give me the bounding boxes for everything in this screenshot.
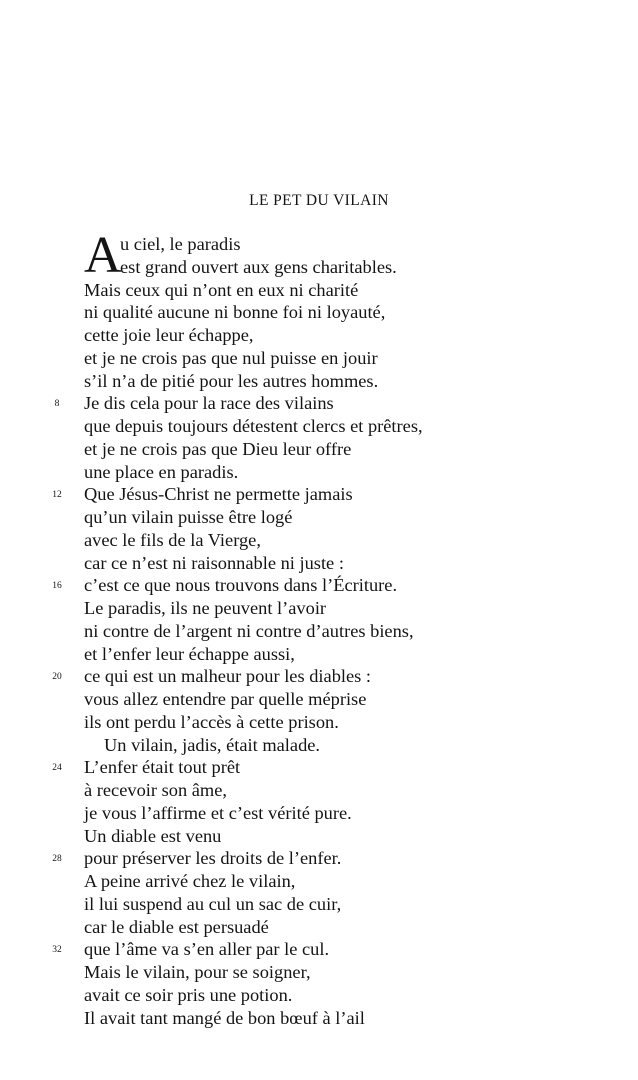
line-number: 28 xyxy=(52,854,62,865)
verse-text: car ce n’est ni raisonnable ni juste : xyxy=(84,552,344,573)
verse-line xyxy=(84,324,604,347)
verse-line xyxy=(84,256,604,279)
verse-text: Mais ceux qui n’ont en eux ni charité xyxy=(84,279,359,300)
verse-text: et je ne crois pas que Dieu leur offre xyxy=(84,438,352,459)
verse-text: c’est ce que nous trouvons dans l’Écriture. xyxy=(84,575,398,596)
verse-text: Je dis cela pour la race des vilains xyxy=(84,393,334,414)
verse-line xyxy=(84,893,604,916)
verse-line xyxy=(84,597,604,620)
verse-text: avait ce soir pris une potion. xyxy=(84,984,293,1005)
verse-text: ce qui est un malheur pour les diables : xyxy=(84,666,372,687)
verse-text: ni contre de l’argent ni contre d’autres biens, xyxy=(84,620,414,641)
verse-text: Un vilain, jadis, était malade. xyxy=(104,734,321,755)
drop-cap: A xyxy=(84,227,122,284)
verse-line xyxy=(84,916,604,939)
verse-text: Il avait tant mangé de bon bœuf à l’ail xyxy=(84,1007,365,1028)
verse-line xyxy=(84,347,604,370)
verse-text: u ciel, le paradis xyxy=(120,234,241,254)
verse-text: il lui suspend au cul un sac de cuir, xyxy=(84,893,342,914)
poem-title: LE PET DU VILAIN xyxy=(249,192,389,209)
verse-text: qu’un vilain puisse être logé xyxy=(84,507,293,527)
verse-line xyxy=(52,574,604,597)
verse-text: avec le fils de la Vierge, xyxy=(84,529,261,550)
verse-line xyxy=(84,779,604,802)
verse-line xyxy=(84,688,604,711)
verse-line xyxy=(52,483,604,506)
verse-line xyxy=(84,734,604,757)
verse-line xyxy=(84,279,604,302)
verse-line xyxy=(52,756,604,779)
line-number: 12 xyxy=(52,490,62,501)
verse-text: que depuis toujours détestent clercs et prêtres, xyxy=(84,416,423,436)
verse-line xyxy=(84,506,604,529)
verse-line xyxy=(84,620,604,643)
verse-line xyxy=(52,847,604,870)
verse-text: Que Jésus-Christ ne permette jamais xyxy=(84,484,353,505)
verse-line xyxy=(84,802,604,825)
verse-line xyxy=(84,1007,604,1030)
verse-text: ni qualité aucune ni bonne foi ni loyauté, xyxy=(84,302,386,323)
verse-line xyxy=(84,711,604,734)
verse-line xyxy=(84,825,604,848)
verse-text: à recevoir son âme, xyxy=(84,780,227,800)
line-number: 8 xyxy=(54,399,60,410)
verse-text: Un diable est venu xyxy=(84,825,222,846)
verse-line xyxy=(84,415,604,438)
verse-text: pour préserver les droits de l’enfer. xyxy=(84,848,342,869)
verse-line xyxy=(84,552,604,575)
verse-text: et je ne crois pas que nul puisse en jouir xyxy=(84,347,378,368)
verse-line xyxy=(84,461,604,484)
verse-line xyxy=(54,392,604,415)
verse-line xyxy=(84,643,604,666)
verse-line xyxy=(52,665,604,688)
poem-verses xyxy=(52,227,604,1029)
verse-text: L’enfer était tout prêt xyxy=(84,757,241,778)
line-number: 16 xyxy=(52,581,62,592)
verse-text: A peine arrivé chez le vilain, xyxy=(84,871,296,891)
verse-text: une place en paradis. xyxy=(84,461,239,482)
verse-text: Mais le vilain, pour se soigner, xyxy=(84,962,311,982)
verse-line xyxy=(84,529,604,552)
verse-text: Le paradis, ils ne peuvent l’avoir xyxy=(84,598,327,618)
verse-text: je vous l’affirme et c’est vérité pure. xyxy=(84,802,352,823)
verse-line xyxy=(84,961,604,984)
verse-text: ils ont perdu l’accès à cette prison. xyxy=(84,711,339,732)
line-number: 24 xyxy=(52,763,62,774)
verse-text: cette joie leur échappe, xyxy=(84,325,254,345)
verse-text: et l’enfer leur échappe aussi, xyxy=(84,643,295,664)
verse-line xyxy=(84,370,604,393)
line-number: 32 xyxy=(52,945,62,956)
verse-text: est grand ouvert aux gens charitables. xyxy=(120,256,397,277)
verse-line xyxy=(84,438,604,461)
verse-line xyxy=(84,870,604,893)
verse-text: que l’âme va s’en aller par le cul. xyxy=(84,939,330,960)
verse-line xyxy=(84,301,604,324)
verse-line xyxy=(52,938,604,961)
verse-line xyxy=(84,233,604,256)
verse-text: s’il n’a de pitié pour les autres hommes. xyxy=(84,370,379,391)
line-number: 20 xyxy=(52,672,62,683)
verse-text: vous allez entendre par quelle méprise xyxy=(84,689,367,709)
verse-text: car le diable est persuadé xyxy=(84,916,269,937)
verse-line xyxy=(84,984,604,1007)
